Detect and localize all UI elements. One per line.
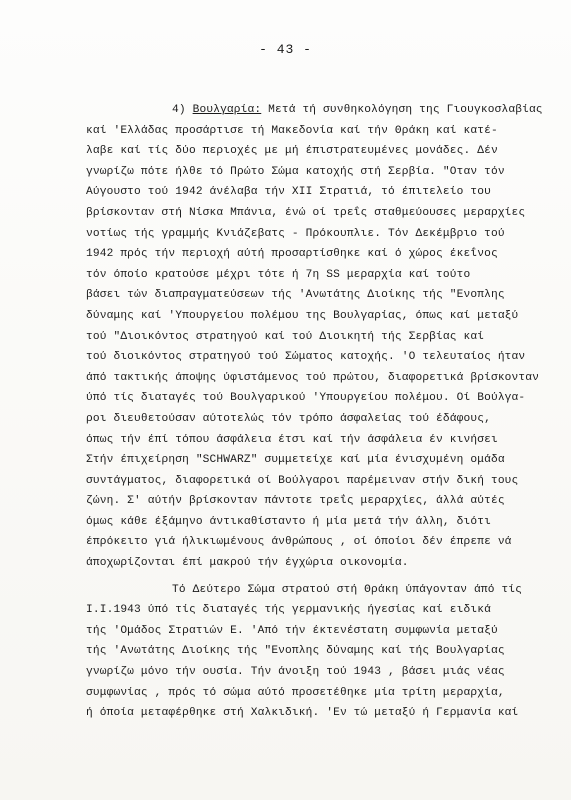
text-line: βάσει τών διαπραγματεύσεων τής 'Ανωτάτης Διοίκης τής "Ενοπλης [86,289,505,302]
text-line: όπως τήν έπί τόπου άσφάλεια έτσι καί τήν άσφάλεια έν κινήσει [86,433,498,446]
text-line: συντάγματος, διαφορετικά οί Βούλγαροι παρέμειναν στήν δική τους [86,474,519,487]
text-line: τής 'Ομάδος Στρατιών Ε. 'Από τήν έκτενέστατη συμφωνία μεταξύ [86,624,498,637]
text-line: γνωρίζω πότε ήλθε τό Πρώτο Σώμα κατοχής στή Σερβία. "Οταν τόν [86,165,505,178]
text-line-content: Μετά τή συνθηκολόγηση της Γιουγκοσλαβίας [268,104,543,116]
text-line: γνωρίζω μόνο τήν ουσία. Τήν άνοιξη τού 1943 , βάσει μιάς νέας [86,666,505,679]
text-line [86,580,546,601]
text-line: έπρόκειτο γιά ήλικιωμένους άνθρώπους , οί όποίοι δέν έπρεπε νά [86,536,512,549]
text-line: τού "Διοικόντος στρατηγού καί τού Διοικητή τής Σερβίας καί [86,330,485,343]
text-line-content: δύναμης καί 'Υπουργείου πολέμου της Βουλγαρίας, όπως καί μεταξύ [86,309,519,322]
text-line: τής 'Ανωτάτης Διοίκης τής "Ενοπλης δύναμης καί τής Βουλγαρίας [86,645,505,658]
section-number: 4) [172,104,186,116]
text-line: I.I.1943 ύπό τίς διαταγές τής γερμανικής ήγεσίας καί ειδικά [86,604,491,617]
handwritten-insertion [186,306,204,307]
text-line: Στήν έπιχείρηση "SCHWARZ" συμμετείχε καί μία ένισχυμένη ομάδα [86,454,505,467]
text-line: 1942 πρός τήν περιοχή αύτή προσαρτίσθηκε καί ό χώρος έκεΐνος [86,248,498,261]
text-line: τού διοικόντος στρατηγού τού Σώματος κατοχής. 'Ο τελευταίος ήταν [86,351,526,364]
text-line: Αύγουστο τού 1942 άνέλαβα τήν XII Στρατιά, τό έπιτελείο του [86,186,491,199]
text-line [86,306,546,327]
section-heading: Βουλγαρία: [192,104,262,116]
text-line: άποχωρίζονται έπί μακρού τήν έγχώρια οικονομία. [86,557,409,570]
text-line: ή όποία μεταφέρθηκε στή Χαλκιδική. 'Εν τώ μεταξύ ή Γερμανία καί [86,707,519,720]
text-line: λαβε καί τίς δύο περιοχές με μή έπιστρατευμένες μονάδες. Δέν [86,145,498,158]
text-line [86,100,546,121]
text-line-content: Τό Δεύτερο Σώμα στρατού στή Θράκη ύπάγονταν άπό τίς [172,583,523,596]
text-line: νοτίως τής γραμμής Κνιάζεβατς - Πρόκουπλιε. Τόν Δεκέμβριο τού [86,227,505,240]
text-line: συμφωνίας , πρός τό σώμα αύτό προσετέθηκε μία τρίτη μεραρχία, [86,686,505,699]
text-line: καί 'Ελλάδας προσάρτισε τή Μακεδονία καί τήν Θράκη καί κατέ- [86,124,498,137]
text-line: βρίσκονταν στή Νίσκα Μπάνια, ένώ οί τρεΐς σταθμεύουσες μεραρχίες [86,206,526,219]
text-line: ζώνη. Σ' αύτήν βρίσκονταν πάντοτε τρεΐς μεραρχίες, άλλά αύτές [86,495,505,508]
body-text [86,100,546,724]
text-line: άπό τακτικής άποψης ύφιστάμενος τού πρώτου, διαφορετικά βρίσκονταν [86,371,539,384]
text-line: τόν όποίο κρατούσε μέχρι τότε ή 7η SS μεραρχία καί τούτο [86,268,471,281]
page-number: - 43 - [259,42,312,57]
text-line: ροι διευθετούσαν αύτοτελώς τόν τρόπο άσφαλείας τού έδάφους, [86,412,491,425]
text-line: όμως κάθε έξάμηνο άντικαθίσταντο ή μία μετά τήν άλλη, διότι [86,515,491,528]
text-line: ύπό τίς διαταγές τού Βουλγαρικού 'Υπουργείου πολέμου. Οί Βούλγα- [86,392,526,405]
